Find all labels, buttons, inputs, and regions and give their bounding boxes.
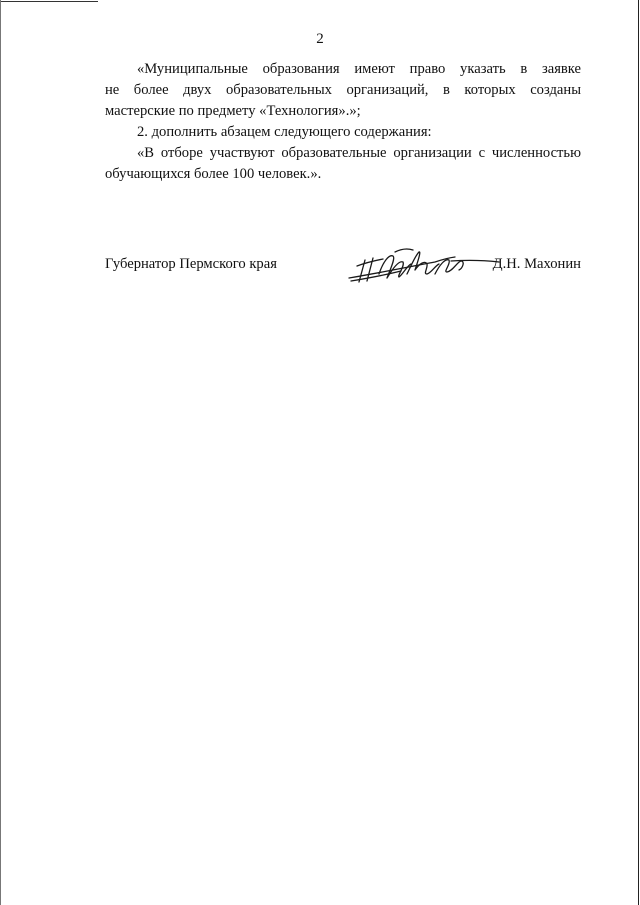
scan-edge-left (0, 0, 1, 905)
paragraph-quote-selection (105, 143, 581, 185)
paragraph-line: обучающихся более 100 человек.». (105, 166, 322, 182)
paragraph-quote-municipal (105, 59, 581, 122)
scan-edge-top (0, 1, 98, 2)
signatory-position: Губернатор Пермского края (105, 256, 277, 272)
scan-edge-right (638, 0, 639, 905)
paragraph-line: «Муниципальные образования имеют право указать в заявке (137, 61, 581, 77)
handwritten-signature (343, 244, 503, 288)
page-number: 2 (316, 31, 324, 47)
signature-block (105, 256, 581, 296)
paragraph-line: «В отборе участвуют образовательные организации с численностью (137, 145, 581, 161)
document-body (105, 59, 581, 185)
signatory-name: Д.Н. Махонин (492, 256, 581, 272)
paragraph-line: мастерские по предмету «Технология».»; (105, 103, 361, 119)
paragraph-line: не более двух образовательных организаций, в которых созданы (105, 82, 581, 98)
paragraph-amendment-item: 2. дополнить абзацем следующего содержания: (137, 124, 432, 140)
